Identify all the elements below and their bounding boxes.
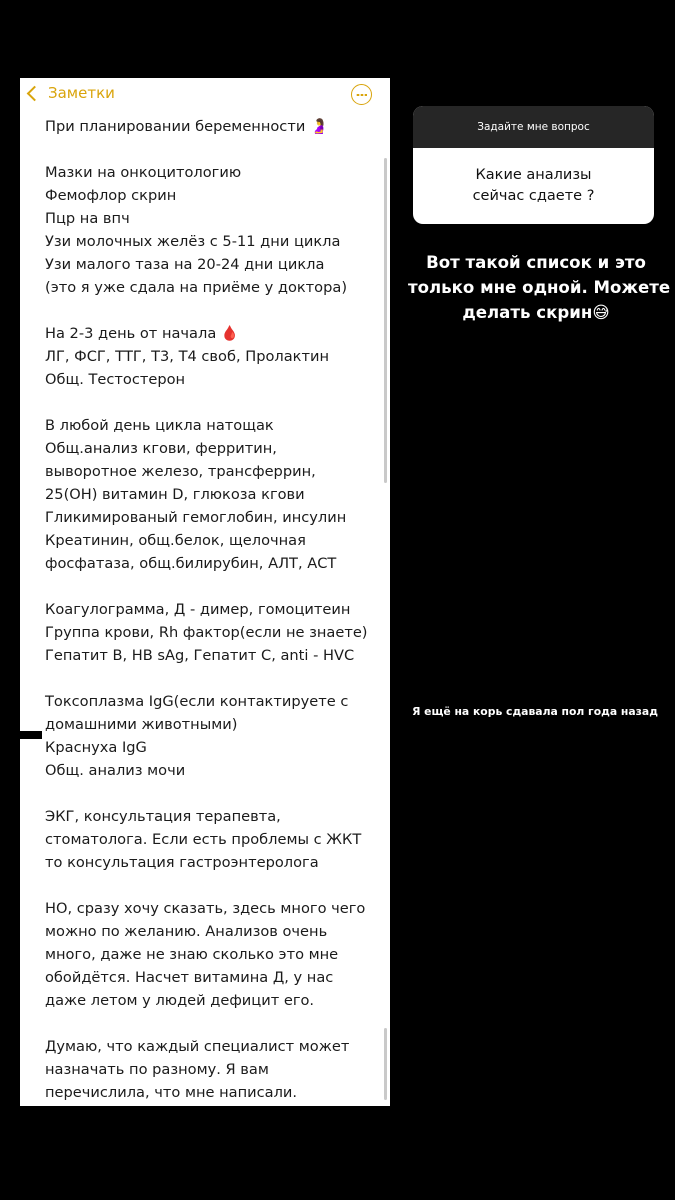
caption-line: только мне одной. Можете <box>408 278 671 297</box>
note-blank-line <box>45 138 380 161</box>
note-line: Общ. анализ мочи <box>45 762 186 779</box>
note-blank-line <box>45 782 380 805</box>
notes-screenshot <box>20 78 390 1106</box>
caption-line: делать скрин😅 <box>462 303 610 322</box>
note-line: Креатинин, общ.белок, щелочная <box>45 532 306 549</box>
note-text[interactable] <box>45 115 380 1104</box>
screenshot-seam <box>20 731 42 739</box>
note-line: НО, сразу хочу сказать, здесь много чего <box>45 900 366 917</box>
note-line: много, даже не знаю сколько это мне <box>45 946 339 963</box>
note-line: На 2-3 день от начала 🩸 <box>45 325 240 342</box>
note-blank-line <box>45 299 380 322</box>
note-line: стоматолога. Если есть проблемы с ЖКТ <box>45 831 362 848</box>
note-blank-line <box>45 874 380 897</box>
note-blank-line <box>45 1012 380 1035</box>
notes-nav-bar <box>20 78 390 112</box>
note-line: домашними животными) <box>45 716 238 733</box>
side-note-text: Я ещё на корь сдавала пол года назад <box>412 705 658 718</box>
note-line: даже летом у людей дефицит его. <box>45 992 315 1009</box>
note-line: фосфатаза, общ.билирубин, АЛТ, АСТ <box>45 555 337 572</box>
question-line: сейчас сдаете ? <box>472 188 595 204</box>
note-line: Мазки на онкоцитологию <box>45 164 242 181</box>
scrollbar[interactable] <box>384 1028 387 1100</box>
note-blank-line <box>45 667 380 690</box>
note-line: Фемофлор скрин <box>45 187 177 204</box>
note-line: ЛГ, ФСГ, ТТГ, Т3, Т4 своб, Пролактин <box>45 348 330 365</box>
more-options-button[interactable] <box>351 84 372 105</box>
note-line: Общ. Тестостерон <box>45 371 186 388</box>
note-line: Думаю, что каждый специалист может <box>45 1038 350 1055</box>
note-line: При планировании беременности 🤰 <box>45 118 329 135</box>
scrollbar[interactable] <box>384 158 387 483</box>
note-line: то консультация гастроэнтеролога <box>45 854 319 871</box>
note-line: ЭКГ, консультация терапевта, <box>45 808 281 825</box>
question-sticker-header: Задайте мне вопрос <box>413 106 654 148</box>
note-line: В любой день цикла натощак <box>45 417 274 434</box>
question-line: Какие анализы <box>475 167 592 183</box>
chevron-left-icon <box>27 86 43 102</box>
note-line: обойдётся. Насчет витамина Д, у нас <box>45 969 334 986</box>
note-line: Краснуха IgG <box>45 739 147 756</box>
note-line: Гликимированый гемоглобин, инсулин <box>45 509 347 526</box>
note-line: Группа крови, Rh фактор(если не знаете) <box>45 624 368 641</box>
note-line: Узи малого таза на 20-24 дни цикла <box>45 256 325 273</box>
note-blank-line <box>45 391 380 414</box>
question-sticker-body <box>413 148 654 224</box>
note-line: назначать по разному. Я вам <box>45 1061 269 1078</box>
caption-line: Вот такой список и это <box>426 253 646 272</box>
note-line: выворотное железо, трансферрин, <box>45 463 316 480</box>
note-blank-line <box>45 575 380 598</box>
note-line: Токсоплазма IgG(если контактируете с <box>45 693 349 710</box>
note-line: Гепатит В, HB sAg, Гепатит С, anti - HVC <box>45 647 355 664</box>
note-line: Коагулограмма, Д - димер, гомоцитеин <box>45 601 351 618</box>
note-line: (это я уже сдала на приёме у доктора) <box>45 279 348 296</box>
note-line: можно по желанию. Анализов очень <box>45 923 328 940</box>
ellipsis-icon <box>356 94 367 96</box>
back-button[interactable] <box>29 84 115 102</box>
story-caption <box>408 250 671 325</box>
note-line: Узи молочных желёз с 5-11 дни цикла <box>45 233 341 250</box>
note-line: Общ.анализ кгови, ферритин, <box>45 440 277 457</box>
note-line: Пцр на впч <box>45 210 130 227</box>
note-line: перечислила, что мне написали. <box>45 1084 298 1101</box>
note-line: 25(ОН) витамин D, глюкоза кгови <box>45 486 305 503</box>
question-sticker[interactable] <box>413 106 654 224</box>
back-label: Заметки <box>48 84 115 102</box>
